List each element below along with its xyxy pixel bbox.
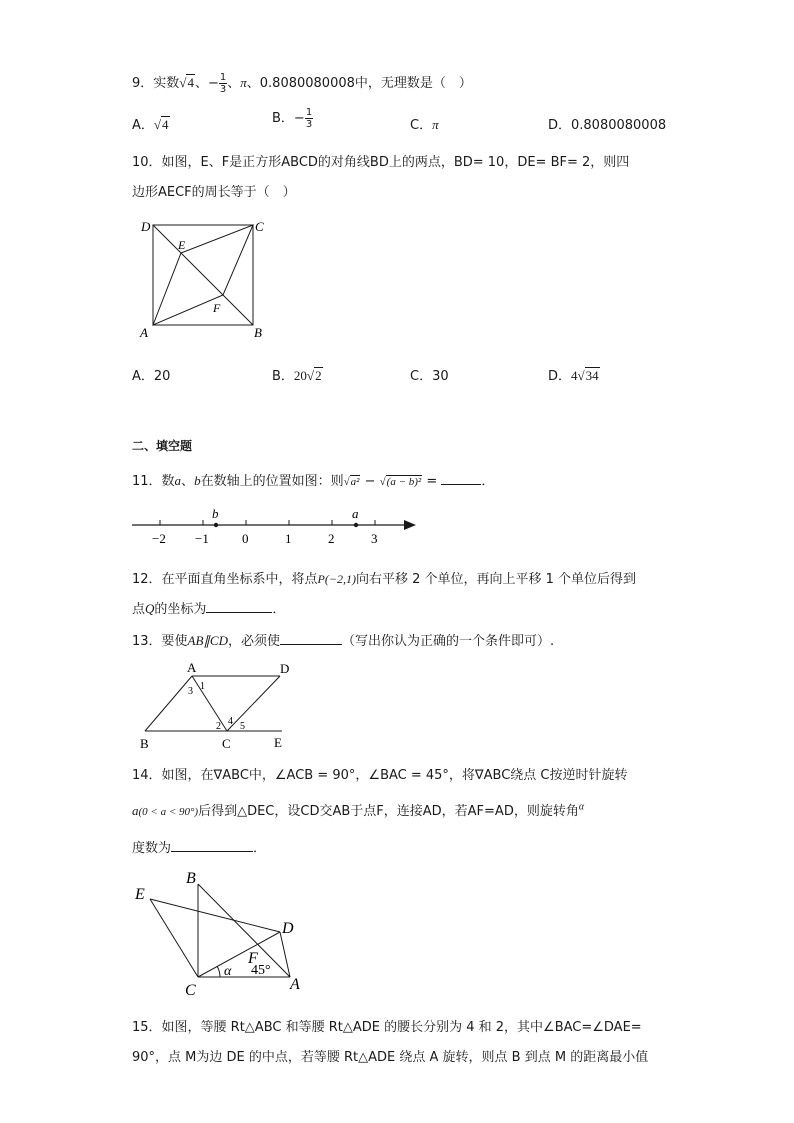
label-d: D <box>280 661 290 676</box>
point-b <box>214 523 218 527</box>
angle-alpha-arc <box>217 966 220 977</box>
q9-text: 实数 <box>153 76 180 91</box>
answer-blank[interactable] <box>206 611 272 613</box>
q9-option-a[interactable]: A．√4 <box>132 117 169 133</box>
tick-label: 0 <box>242 531 249 546</box>
q10-line1: 10．如图，E、F是正方形ABCD的对角线BD上的两点，BD= 10，DE= BF= 2，则四 <box>132 155 630 170</box>
line-ac <box>192 676 227 731</box>
angle-4: 4 <box>228 716 233 727</box>
q12-line2: 点Q的坐标为 ． <box>132 601 286 617</box>
answer-blank[interactable] <box>280 643 342 645</box>
point-a <box>354 523 358 527</box>
line-ed <box>150 899 280 932</box>
sqrt-4: √4 <box>179 75 194 90</box>
angle-3: 3 <box>188 686 193 697</box>
line-dc <box>227 676 280 731</box>
label-45: 45° <box>251 963 271 978</box>
angle-2: 2 <box>216 721 221 732</box>
tick-label: −2 <box>152 531 166 546</box>
label-b: B <box>140 736 149 751</box>
label-c: C <box>222 736 231 751</box>
arrow-icon <box>404 520 416 530</box>
answer-blank[interactable] <box>441 483 481 485</box>
q10-line2: 边形AECF的周长等于（ ） <box>132 185 296 200</box>
section-title: 二、填空题 <box>132 439 193 453</box>
label-a: A <box>290 976 300 993</box>
q14-rotation-figure <box>130 866 310 1002</box>
fraction-1-3: $\frac{1}{3}$ <box>219 72 227 95</box>
tick-label: 1 <box>285 531 292 546</box>
q14-line2: a(0 < a < 90°)后得到△DEC，设CD交AB于点F，连接AD，若AF=AD，则旋转角$^\alpha$ <box>132 801 585 819</box>
label-e: E <box>135 886 145 903</box>
label-a: A <box>140 325 148 340</box>
q9-option-d[interactable]: D．0.8080080008 <box>548 118 667 133</box>
label-d: D <box>282 920 294 937</box>
label-alpha: α <box>224 964 232 979</box>
label-b: B <box>254 325 262 340</box>
q9-stem: 9．实数√4、− $\frac{1}{3}$ 、π、0.8080080008中，无理数是（ ） <box>132 72 472 95</box>
q10-option-a[interactable]: A．20 <box>132 369 171 384</box>
label-e: E <box>274 735 282 750</box>
label-e: E <box>178 238 186 252</box>
q13-parallelogram-figure <box>132 658 302 754</box>
line-ba <box>198 884 290 977</box>
line-ab <box>145 676 192 731</box>
q11-stem: 11．数a、b在数轴上的位置如图：则√a² − √(a − b)² = ． <box>132 473 495 489</box>
q13-stem: 13．要使AB∥CD，必须使 （写出你认为正确的一个条件即可）. <box>132 633 555 649</box>
label-a: A <box>187 660 197 675</box>
answer-blank[interactable] <box>171 850 253 852</box>
q10-option-d[interactable]: D．4√34 <box>548 368 599 384</box>
tick-label: 2 <box>328 531 335 546</box>
q14-line3: 度数为 ． <box>132 841 267 856</box>
label-c: C <box>185 982 196 999</box>
q15-line2: 90°，点 M为边 DE 的中点，若等腰 Rt△ADE 绕点 A 旋转，则点 B 到点 M 的距离最小值 <box>132 1050 649 1065</box>
label-point-a: a <box>352 506 359 521</box>
label-c: C <box>255 219 264 234</box>
line-da <box>280 932 290 977</box>
label-point-b: b <box>212 506 219 521</box>
q9-option-c[interactable]: C．π <box>410 117 439 133</box>
question-number: 9． <box>132 76 154 91</box>
diagonal-bd <box>153 225 253 325</box>
tick-label: −1 <box>195 531 209 546</box>
angle-1: 1 <box>200 681 205 692</box>
tick-label: 3 <box>371 531 378 546</box>
pi-symbol: π <box>240 75 247 90</box>
label-b: B <box>186 870 196 887</box>
q10-option-b[interactable]: B．20√2 <box>272 368 322 384</box>
angle-5: 5 <box>240 721 245 732</box>
q15-line1: 15．如图，等腰 Rt△ABC 和等腰 Rt△ADE 的腰长分别为 4 和 2，其中∠BAC=∠DAE= <box>132 1020 642 1035</box>
label-f: F <box>248 950 258 967</box>
q12-line1: 12．在平面直角坐标系中，将点P(−2,1)向右平移 2 个单位，再向上平移 1 个单位后得到 <box>132 572 637 587</box>
q14-line1: 14．如图，在∇ABC中，∠ACB = 90°，∠BAC = 45°，将∇ABC绕点 C按逆时针旋转 <box>132 768 628 783</box>
q10-option-c[interactable]: C．30 <box>410 369 449 384</box>
q10-square-figure <box>135 215 275 345</box>
q11-number-line <box>132 505 422 547</box>
label-d: D <box>141 219 151 234</box>
label-f: F <box>213 301 221 315</box>
q9-option-b[interactable]: B．− $\frac{1}{3}$ <box>272 107 313 130</box>
line-ec <box>150 899 198 977</box>
